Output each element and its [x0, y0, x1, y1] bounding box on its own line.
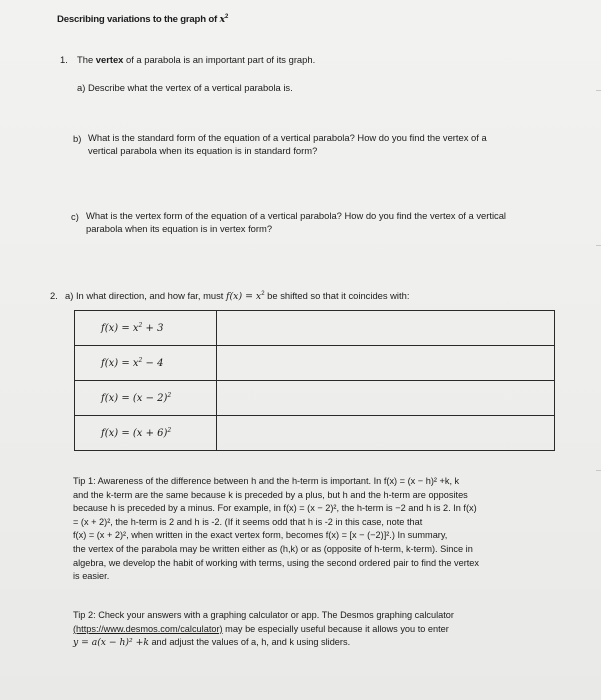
function-text: f(x) = x	[101, 357, 139, 369]
tip2-line-post: and adjust the values of a, h, and k using sliders.	[148, 637, 351, 648]
q1-text-pre: The	[77, 54, 96, 65]
tip2-line	[73, 623, 558, 637]
q1-text-post: of a parabola is an important part of its graph.	[123, 54, 316, 65]
q1-number: 1.	[60, 54, 68, 65]
tip2-formula: y = a(x − h)² +k	[73, 637, 149, 649]
tip2-line: Tip 2: Check your answers with a graphing calculator or app. The Desmos graphing calculator	[73, 610, 454, 620]
tip1-line: algebra, we develop the habit of working with terms, using the second ordered pair to find the vertex	[73, 557, 480, 568]
table-row	[75, 311, 555, 346]
q2-number: 2.	[50, 290, 58, 301]
title-exponent: 2	[224, 14, 229, 20]
tip1-line: Tip 1: Awareness of the difference between h and the h-term is important. In f(x) = (x − h)² +k, k	[73, 476, 460, 486]
tip1-line: because h is preceded by a minus. For example, in f(x) = (x − 2)², the h-term is −2 and h is 2. In f(x)	[73, 503, 477, 514]
page-title	[57, 14, 228, 25]
tip2-line-post: may be especially useful because it allows you to enter	[222, 623, 449, 634]
title-text: Describing variations to the graph of	[57, 14, 217, 25]
function-cell	[75, 416, 217, 451]
answer-cell[interactable]	[217, 311, 555, 346]
function-text: f(x) = (x − 2)	[101, 392, 168, 404]
function-cell	[75, 381, 217, 416]
table-row	[75, 381, 555, 416]
table-row	[75, 416, 555, 451]
page-edge-mark	[596, 470, 601, 471]
tip1-line: = (x + 2)², the h-term is 2 and h is -2. (If it seems odd that h is -2 in this case, note that	[73, 516, 423, 527]
answer-cell[interactable]	[217, 346, 555, 381]
tip2-line	[73, 636, 558, 650]
tip1-line: f(x) = (x + 2)², when written in the exact vertex form, becomes f(x) = [x − (−2)]².) In summary,	[73, 530, 448, 541]
q1-text-bold: vertex	[95, 54, 124, 65]
tip2-block	[73, 609, 558, 650]
q1-text	[77, 54, 315, 65]
function-text: f(x) = (x + 6)	[101, 427, 168, 439]
function-cell	[75, 346, 217, 381]
q1b-label: b)	[73, 133, 82, 144]
q2-text	[65, 290, 409, 302]
function-text: f(x) = x	[101, 322, 139, 334]
tip1-block	[73, 475, 558, 584]
function-exp: 2	[167, 391, 172, 399]
title-math: x	[219, 14, 225, 25]
q2-label: a) In what direction, and how far, must	[65, 290, 224, 301]
q1a-text: a) Describe what the vertex of a vertical parabola is.	[77, 82, 293, 93]
function-tail: + 3	[142, 322, 164, 334]
tip1-line: is easier.	[73, 571, 110, 582]
table-row	[75, 346, 555, 381]
desmos-link[interactable]: (https://www.desmos.com/calculator)	[73, 623, 223, 634]
tip1-line: and the k-term are the same because k is preceded by a plus, but h and the h-term are opposites	[73, 489, 468, 500]
q2-func-exp: 2	[261, 291, 265, 297]
q1b-line1: What is the standard form of the equation of a vertical parabola? How do you find the vertex of a	[88, 132, 487, 143]
q2-text-post: be shifted so that it coincides with:	[267, 290, 410, 301]
page-edge-mark	[596, 90, 601, 91]
function-exp: 2	[167, 426, 172, 434]
tip1-line: the vertex of the parabola may be written either as (h,k) or as (opposite of h-term, k-term). Since in	[73, 543, 473, 554]
shift-table	[74, 310, 555, 451]
q1b-text	[88, 132, 487, 157]
answer-cell[interactable]	[217, 381, 555, 416]
q1b-line2: vertical parabola when its equation is in standard form?	[88, 144, 318, 156]
function-cell	[75, 311, 217, 346]
page-edge-mark	[596, 245, 601, 246]
q1c-line2: parabola when its equation is in vertex form?	[86, 222, 273, 234]
function-tail: − 4	[142, 357, 164, 369]
q1c-text	[86, 210, 506, 235]
answer-cell[interactable]	[217, 416, 555, 451]
q1c-label: c)	[71, 211, 79, 222]
function-exp: 2	[138, 321, 143, 329]
function-exp: 2	[138, 356, 143, 364]
q2-func: f(x) = x	[226, 291, 262, 302]
q1c-line1: What is the vertex form of the equation of a vertical parabola? How do you find the vertex of a vertical	[86, 210, 507, 221]
